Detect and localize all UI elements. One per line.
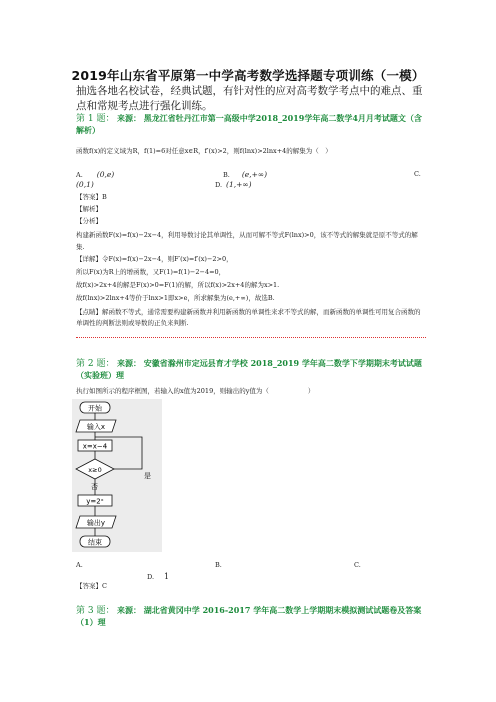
q1-option-d-value: (1,+∞) [226,180,252,189]
q2-option-d-value: 1 [164,572,170,581]
q1-fenxi-label: 【分析】 [76,217,102,225]
flow-no-label: 否 [91,483,98,491]
q2-flowchart [72,399,162,552]
flow-yes-label: 是 [144,472,151,480]
q1-header [76,113,426,136]
flow-assign-label: x=x−4 [82,442,108,451]
q1-jiexi-label: 【解析】 [76,205,102,213]
q1-answer: 【答案】B [76,193,107,201]
q2-number: 第 2 题： [76,359,115,369]
q1-option-d: D. (1,+∞) [215,180,252,189]
q1-option-a-value: (0,e) [96,170,115,179]
q1-detail-line-3: 故f(x)>2x+4的解是F(x)>0=F(1)的解，所以f(x)>2x+4的解为x>1. [76,281,280,289]
q1-detail-line-2: 所以F(x)为R上的增函数，又F(1)=f(1)−2−4=0， [76,268,226,276]
q2-source: 来源： 安徽省滁州市定远县育才学校 2018_2019 学年高二数学下学期期末考试试题（实验班）理 [76,358,422,380]
q1-option-a: A. (0,e) [76,170,115,179]
q3-source: 来源： 湖北省黄冈中学 2016-2017 学年高二数学上学期期末模拟测试试题卷及答案（1）理 [76,605,422,627]
q2-option-c: C. [354,561,361,569]
q2-option-a: A. [76,561,83,569]
flow-input-label: 输入x [86,423,106,431]
q3-header [76,605,426,628]
q2-option-b: B. [215,561,222,569]
q1-option-c-value: (0,1) [76,180,94,189]
q1-option-b: B. (e,+∞) [223,170,268,179]
flow-condition-label: x≥0 [88,466,102,474]
q2-header [76,358,426,381]
q1-stem: 函数f(x)的定义域为R，f(1)=6对任意x∈R，f′(x)>2，则f(lnx)>2lnx+4的解集为（ ） [76,147,332,155]
q1-comment: 【点睛】解函数不等式，通常需要构建新函数并利用新函数的单调性来求不等式的解，而新函数的单调性可用复合函数的单调性的判断法则或导数的正负来判断. [76,308,421,327]
q2-option-d: D. 1 [147,572,170,581]
q1-analysis: 构建新函数F(x)=f(x)−2x−4，利用导数讨论其单调性，从而可解不等式F(lnx)>0，该不等式的解集就是原不等式的解集. [76,231,418,251]
q2-stem: 执行如图所示的程序框图，若输入的x值为2019，则输出的y值为（ ） [76,387,315,395]
q1-detail-line-4: 故f(lnx)>2lnx+4等价于lnx>1即x>e，所求解集为(e,+∞)，故选B. [76,294,275,302]
q2-answer: 【答案】C [76,582,107,590]
flow-start-label: 开始 [88,404,102,413]
flow-calc-label: y=2ˣ [86,497,104,506]
flow-output-label: 输出y [86,519,106,527]
page-title: 2019年山东省平原第一中学高考数学选择题专项训练（一模） [71,68,425,83]
flow-end-label: 结束 [88,538,102,547]
q1-option-b-value: (e,+∞) [241,170,268,179]
q1-option-c: C. [414,170,421,178]
q1-number: 第 1 题： [76,114,115,124]
q1-detail-line-1: 【详解】令F(x)=f(x)−2x−4，则F′(x)=f′(x)−2>0， [76,255,233,263]
intro-text: 抽选各地名校试卷，经典试题，有针对性的应对高考数学考点中的难点、重点和常规考点进行强化训练。 [76,85,423,112]
q3-number: 第 3 题： [76,606,115,616]
separator-line [76,337,426,338]
q1-source: 来源： 黑龙江省牡丹江市第一高级中学2018_2019学年高二数学4月月考试题文（含解析） [76,113,422,135]
